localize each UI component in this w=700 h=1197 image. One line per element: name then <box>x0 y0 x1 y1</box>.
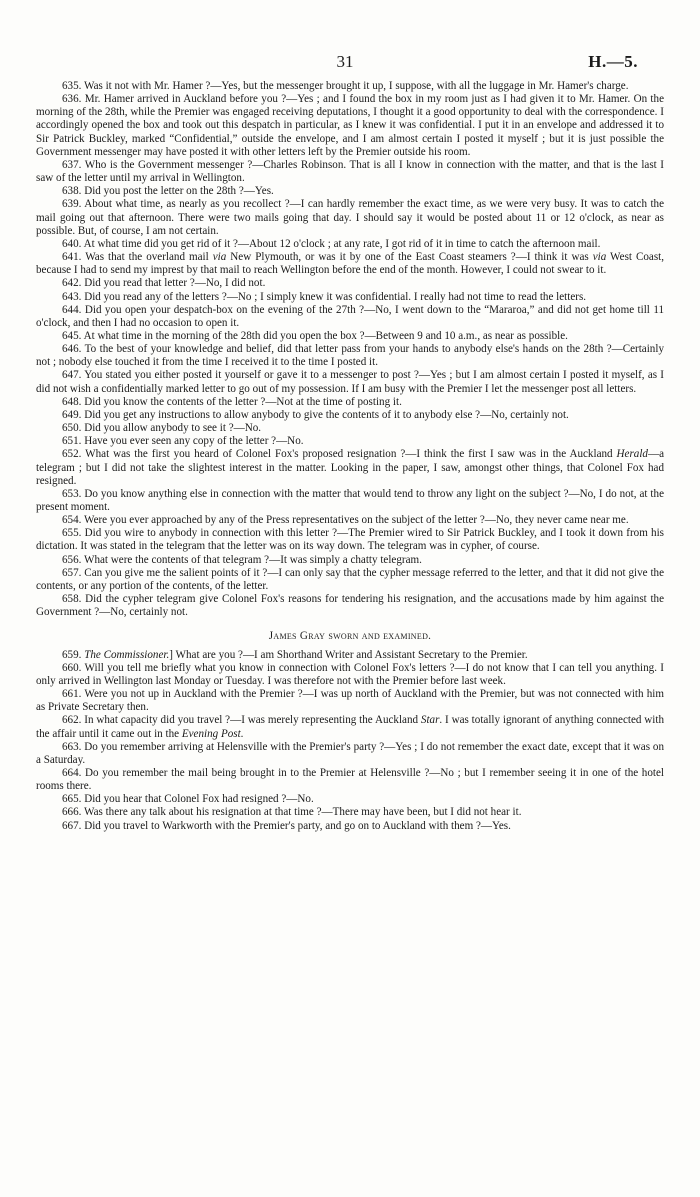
document-body <box>36 80 664 833</box>
document-reference: H.—5. <box>588 52 638 71</box>
paragraph-636: 636. Mr. Hamer arrived in Auckland before you ?—Yes ; and I found the box in my room just as I had given it to Mr. Hamer. On the morning of the 28th, while the Premier was engaged receiving deputations, I thought it a good opportunity to deal with the correspondence. I accordingly opened the box and took out this despatch in particular, as I knew it was confidential. I put it in an envelope and addressed it to Sir Patrick Buckley, marked “Confidential,” outside the envelope, and I am almost certain I posted it myself ; but it is just possible the Government messenger may have posted it with other letters left by the Premier outside his room. <box>36 93 664 158</box>
paragraph-654: 654. Were you ever approached by any of the Press representatives on the subject of the letter ?—No, they never came near me. <box>62 514 629 527</box>
paragraph-655: 655. Did you wire to anybody in connection with this letter ?—The Premier wired to Sir Patrick Buckley, and I took it down from his dictation. It was stated in the telegram that the letter was on its way down. The telegram was in cypher, of course. <box>36 527 664 553</box>
paragraph-652: 652. What was the first you heard of Colonel Fox's proposed resignation ?—I think the first I saw was in the Auckland Herald—a telegram ; but I did not take the slightest interest in the matter. Looking in the paper, I saw, amongst other things, that Colonel Fox had resigned. <box>36 448 664 487</box>
paragraph-648: 648. Did you know the contents of the letter ?—Not at the time of posting it. <box>62 395 402 408</box>
paragraph-664: 664. Do you remember the mail being brought in to the Premier at Helensville ?—No ; but I remember seeing it in one of the hotel rooms there. <box>36 766 664 793</box>
paragraph-661: 661. Were you not up in Auckland with the Premier ?—I was up north of Auckland with the Premier, but was not connected with him as Private Secretary then. <box>36 688 664 714</box>
paragraph-639: 639. About what time, as nearly as you recollect ?—I can hardly remember the exact time, as we were very busy. It was to catch the mail going out that afternoon. There were two mails going that day. I should say it would be posted about 11 or 12 o'clock, as near as possible. But, of course, I am not certain. <box>36 198 664 237</box>
paragraph-657: 657. Can you give me the salient points of it ?—I can only say that the cypher message referred to the letter, and that it did not give the contents, or any portion of the contents, of the letter. <box>36 566 664 592</box>
paragraph-659: 659. The Commissioner.] What are you ?—I am Shorthand Writer and Assistant Secretary to the Premier. <box>62 648 528 661</box>
paragraph-642: 642. Did you read that letter ?—No, I did not. <box>62 277 266 290</box>
paragraph-643: 643. Did you read any of the letters ?—No ; I simply knew it was confidential. I really had not time to read the letters. <box>62 290 587 303</box>
paragraph-647: 647. You stated you either posted it yourself or gave it to a messenger to post ?—Yes ; but I am almost certain I posted it myself, as I did not wish a confidentially marked letter to go out of my possession. If I am busy with the Premier I let the messenger post all letters. <box>36 369 664 395</box>
paragraph-645: 645. At what time in the morning of the 28th did you open the box ?—Between 9 and 10 a.m., as near as possible. <box>62 329 568 342</box>
paragraph-660: 660. Will you tell me briefly what you know in connection with Colonel Fox's letters ?—I do not know that I can tell you anything. I only arrived in Wellington last Monday or Tuesday. I was therefore not with the Premier before last week. <box>36 661 664 687</box>
paragraph-656: 656. What were the contents of that telegram ?—It was simply a chatty telegram. <box>62 553 422 566</box>
paragraph-662: 662. In what capacity did you travel ?—I was merely representing the Auckland Star. I was totally ignorant of anything connected with the affair until it came out in the Evening Post. <box>36 714 664 740</box>
paragraph-646: 646. To the best of your knowledge and belief, did that letter pass from your hands to anybody else's hands on the 28th ?—Certainly not ; nobody else touched it from the time I received it to the time I posted it. <box>36 343 664 369</box>
paragraph-638: 638. Did you post the letter on the 28th ?—Yes. <box>62 185 274 198</box>
paragraph-666: 666. Was there any talk about his resignation at that time ?—There may have been, but I did not hear it. <box>62 806 522 819</box>
paragraph-644: 644. Did you open your despatch-box on the evening of the 27th ?—No, I went down to the “Mararoa,” and did not get home till 11 o'clock, and then I had no occasion to open it. <box>36 303 664 329</box>
paragraph-640: 640. At what time did you get rid of it ?—About 12 o'clock ; at any rate, I got rid of it in time to catch the afternoon mail. <box>62 237 601 250</box>
paragraph-653: 653. Do you know anything else in connection with the matter that would tend to throw any light on the subject ?—No, I do not, at the present moment. <box>36 487 664 513</box>
paragraph-650: 650. Did you allow anybody to see it ?—No. <box>62 422 262 435</box>
paragraph-649: 649. Did you get any instructions to allow anybody to give the contents of it to anybody else ?—No, certainly not. <box>62 408 569 421</box>
page-number: 31 <box>336 52 354 71</box>
paragraph-641: 641. Was that the overland mail via New Plymouth, or was it by one of the East Coast steamers ?—I think it was via West Coast, because I had to send my imprest by that mail to reach Wellington before the end of the month. However, I could not swear to it. <box>36 251 664 277</box>
paragraph-637: 637. Who is the Government messenger ?—Charles Robinson. That is all I know in connection with the matter, and that is the last I saw of the letter until my arrival in Wellington. <box>36 158 664 185</box>
paragraph-635: 635. Was it not with Mr. Hamer ?—Yes, but the messenger brought it up, I suppose, with all the luggage in Mr. Hamer's charge. <box>62 80 629 92</box>
paragraph-651: 651. Have you ever seen any copy of the letter ?—No. <box>62 435 304 448</box>
paragraph-667: 667. Did you travel to Warkworth with the Premier's party, and go on to Auckland with them ?—Yes. <box>62 819 511 832</box>
section-heading: James Gray sworn and examined. <box>268 630 432 643</box>
paragraph-658: 658. Did the cypher telegram give Colonel Fox's reasons for tendering his resignation, and the accusations made by him against the Government ?—No, certainly not. <box>36 593 664 619</box>
paragraph-663: 663. Do you remember arriving at Helensville with the Premier's party ?—Yes ; I do not remember the exact date, except that it was on a Saturday. <box>36 740 664 766</box>
paragraph-665: 665. Did you hear that Colonel Fox had resigned ?—No. <box>62 793 314 806</box>
